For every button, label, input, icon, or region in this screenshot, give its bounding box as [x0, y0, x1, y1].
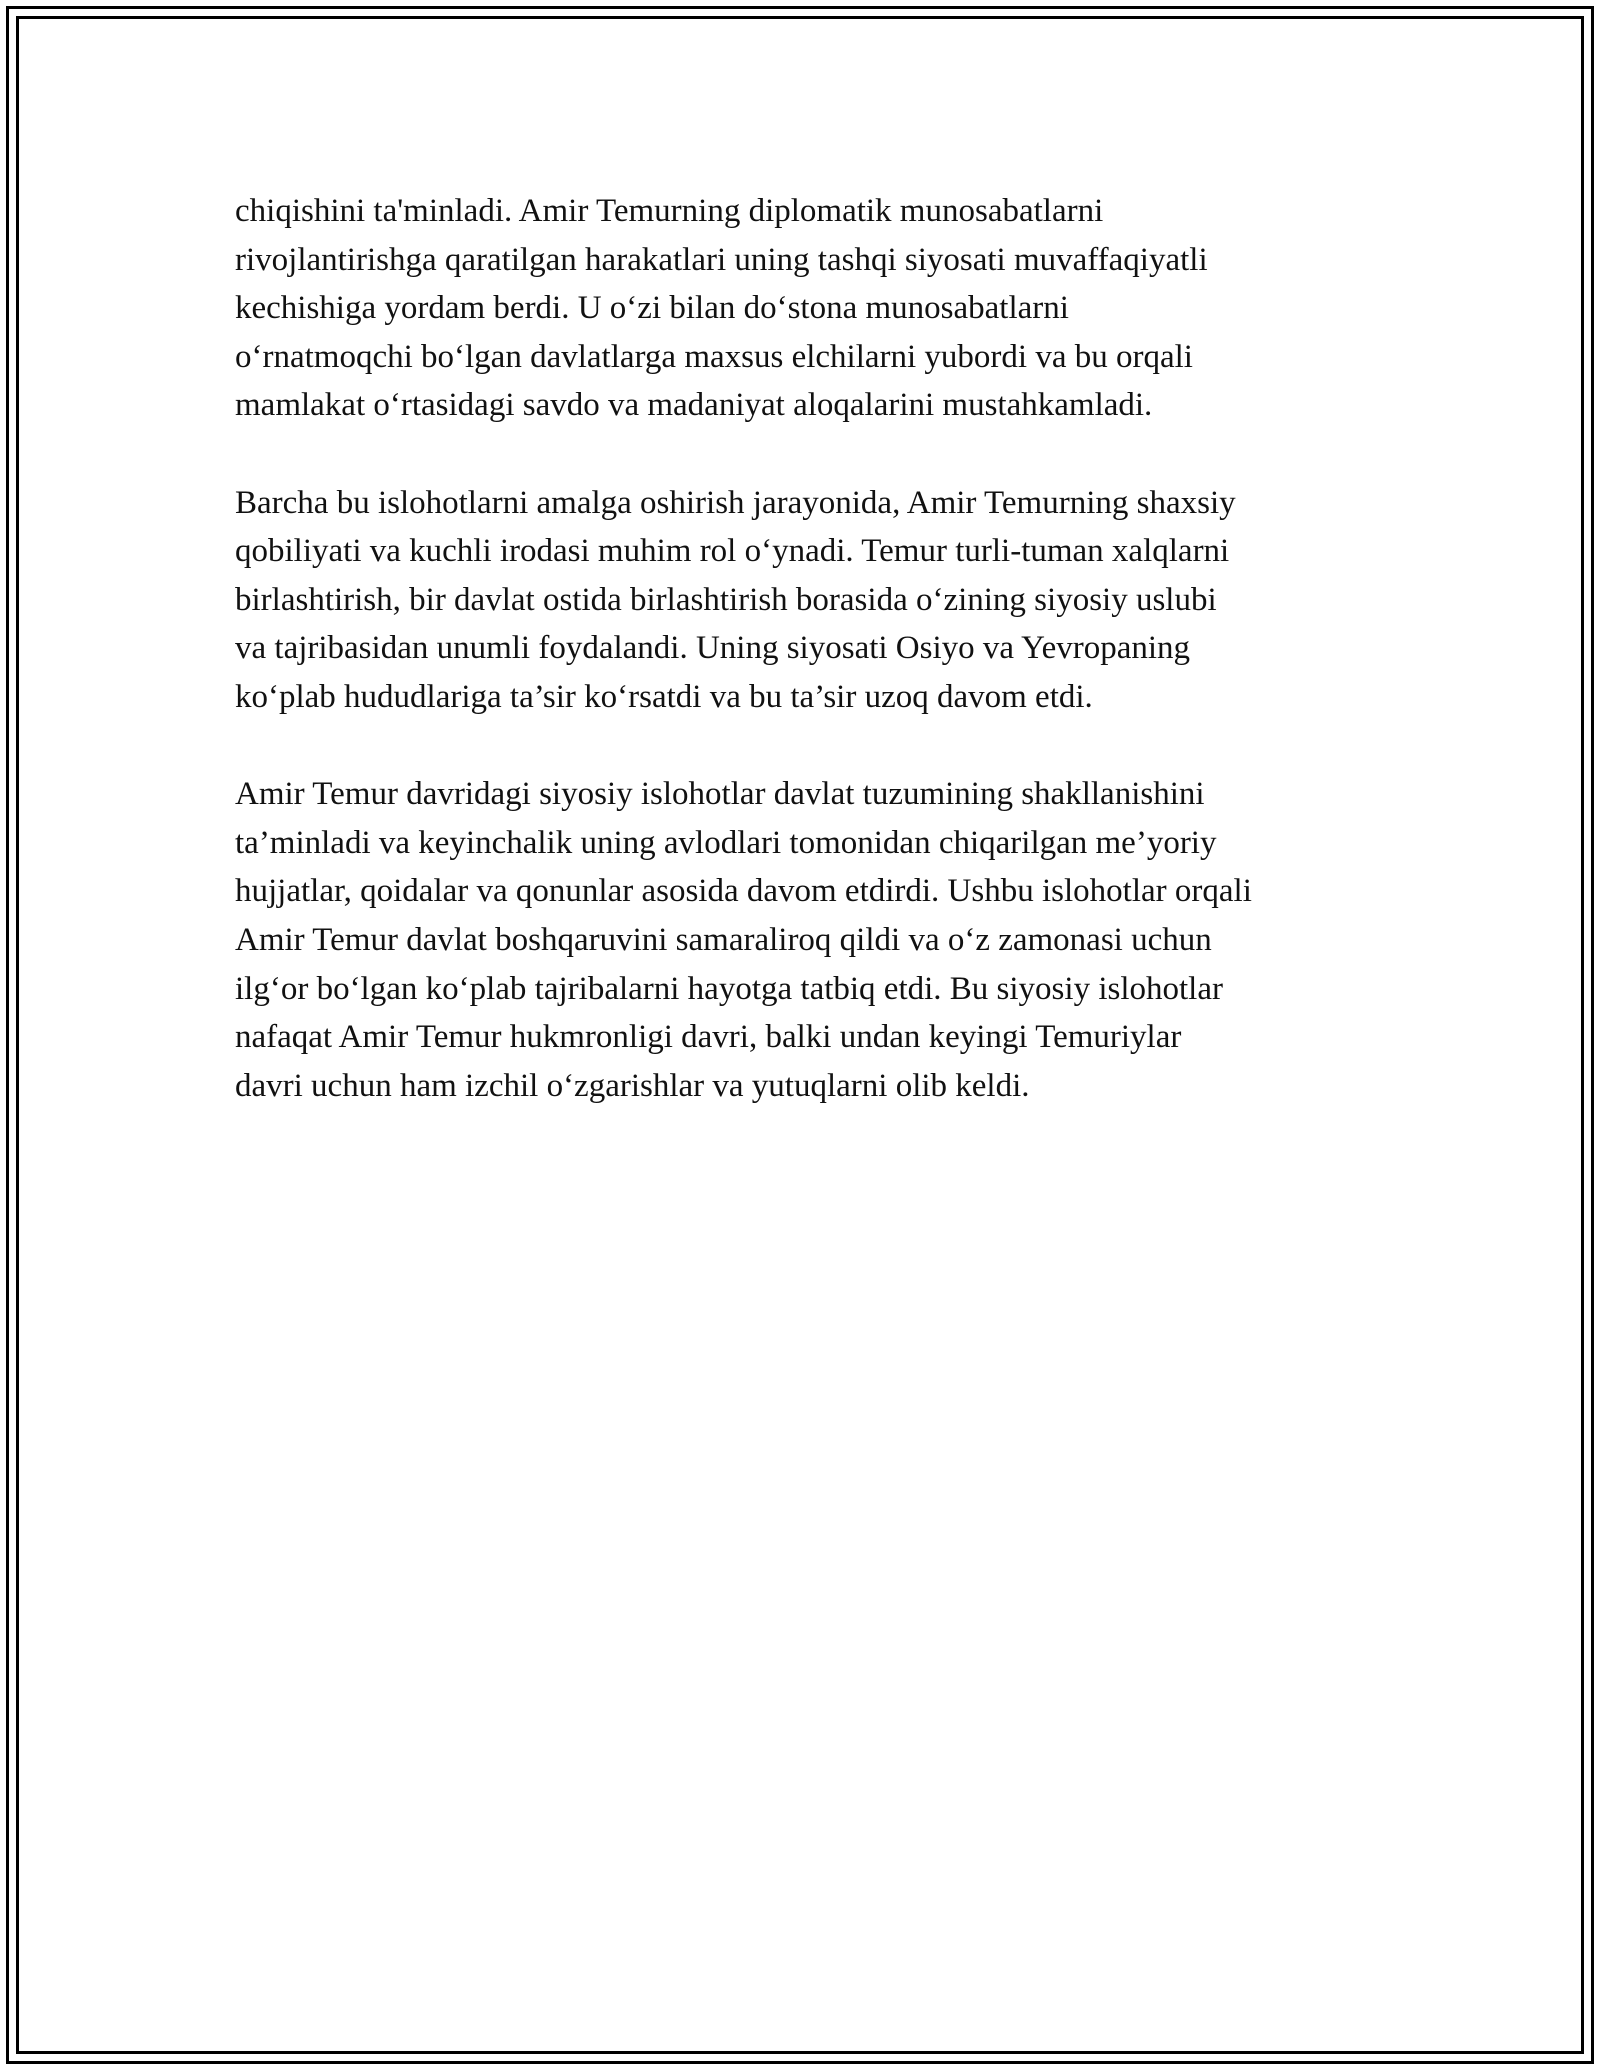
- text-line: ko‘plab hududlariga ta’sir ko‘rsatdi va bu ta’sir uzoq davom etdi.: [235, 678, 1093, 715]
- text-line: rivojlantirishga qaratilgan harakatlari uning tashqi siyosati muvaffaqiyatli: [235, 241, 1208, 278]
- paragraph-legacy: [235, 770, 1385, 1110]
- paragraph-diplomacy: [235, 187, 1385, 430]
- text-line: Barcha bu islohotlarni amalga oshirish jarayonida, Amir Temurning shaxsiy: [235, 484, 1236, 521]
- text-line: kechishiga yordam berdi. U o‘zi bilan do‘stona munosabatlarni: [235, 290, 1069, 327]
- text-line: mamlakat o‘rtasidagi savdo va madaniyat aloqalarini mustahkamladi.: [235, 387, 1153, 424]
- text-line: nafaqat Amir Temur hukmronligi davri, balki undan keyingi Temuriylar: [235, 1019, 1182, 1056]
- text-line: Amir Temur davridagi siyosiy islohotlar davlat tuzumining shakllanishini: [235, 776, 1205, 813]
- text-line: qobiliyati va kuchli irodasi muhim rol o‘ynadi. Temur turli-tuman xalqlarni: [235, 533, 1230, 570]
- text-line: va tajribasidan unumli foydalandi. Uning siyosati Osiyo va Yevropaning: [235, 630, 1191, 667]
- text-line: chiqishini ta'minladi. Amir Temurning diplomatik munosabatlarni: [235, 193, 1104, 229]
- paragraph-reforms: [235, 479, 1385, 722]
- text-line: birlashtirish, bir davlat ostida birlashtirish borasida o‘zining siyosiy uslubi: [235, 581, 1217, 618]
- text-line: Amir Temur davlat boshqaruvini samaraliroq qildi va o‘z zamonasi uchun: [235, 921, 1212, 958]
- text-line: ilg‘or bo‘lgan ko‘plab tajribalarni hayotga tatbiq etdi. Bu siyosiy islohotlar: [235, 970, 1223, 1007]
- text-line: o‘rnatmoqchi bo‘lgan davlatlarga maxsus elchilarni yubordi va bu orqali: [235, 338, 1193, 375]
- text-line: davri uchun ham izchil o‘zgarishlar va yutuqlarni olib keldi.: [235, 1067, 1030, 1104]
- text-line: hujjatlar, qoidalar va qonunlar asosida davom etdirdi. Ushbu islohotlar orqali: [235, 873, 1252, 910]
- document-body: [235, 187, 1385, 1110]
- text-line: ta’minladi va keyinchalik uning avlodlari tomonidan chiqarilgan me’yoriy: [235, 824, 1217, 861]
